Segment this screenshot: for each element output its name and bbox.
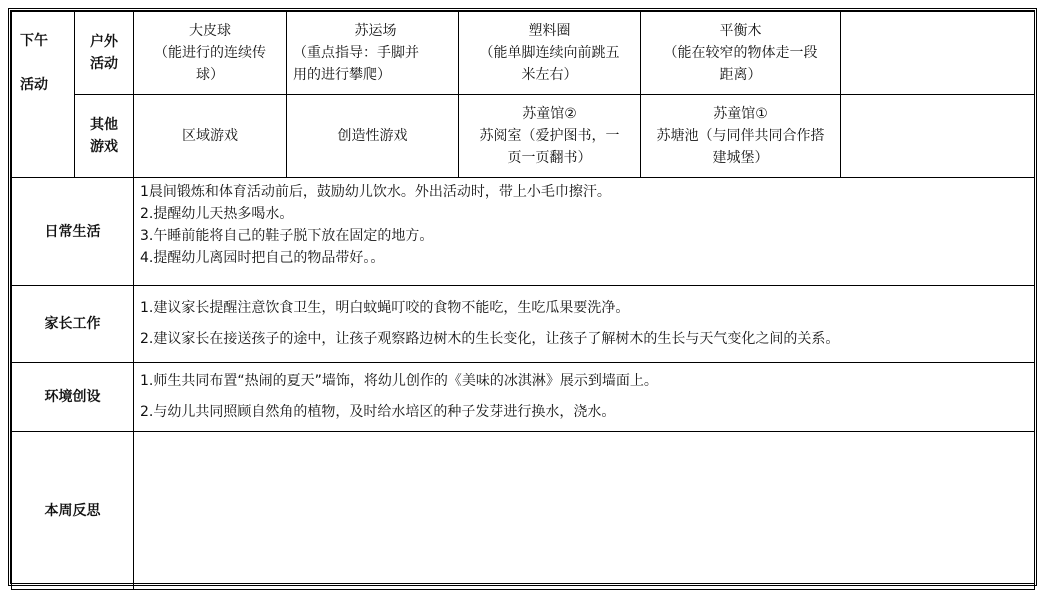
outdoor-activity-row <box>12 12 1035 95</box>
reflection-row <box>12 432 1035 590</box>
outdoor-item-ball: 大皮球 （能进行的连续传 球） <box>134 12 287 95</box>
other-item-reading-room: 苏童馆② 苏阅室（爱护图书，一 页一页翻书） <box>459 95 641 178</box>
other-item-area-games: 区域游戏 <box>134 95 287 178</box>
other-games-row <box>12 95 1035 178</box>
environment-content <box>134 363 1035 432</box>
outdoor-item-climbing: 苏运场 （重点指导：手脚并 用的进行攀爬） <box>287 12 459 95</box>
reflection-content[interactable] <box>134 432 1035 590</box>
weekly-plan-table <box>11 11 1035 590</box>
environment-label: 环境创设 <box>12 363 134 432</box>
afternoon-label: 下午 活动 <box>12 12 75 178</box>
daily-life-line: 3.午睡前能将自己的鞋子脱下放在固定的地方。 <box>140 228 434 244</box>
daily-life-content <box>134 178 1035 286</box>
outdoor-item-balance-beam: 平衡木 （能在较窄的物体走一段 距离） <box>641 12 841 95</box>
environment-line: 2.与幼儿共同照顾自然角的植物，及时给水培区的种子发芽进行换水，浇水。 <box>140 404 616 420</box>
reflection-label: 本周反思 <box>12 432 134 590</box>
parent-work-line: 2.建议家长在接送孩子的途中，让孩子观察路边树木的生长变化，让孩子了解树木的生长与天气变化之间的关系。 <box>140 331 840 347</box>
daily-life-label: 日常生活 <box>12 178 134 286</box>
weekly-plan-frame <box>8 8 1037 586</box>
parent-work-row <box>12 286 1035 363</box>
outdoor-item-empty <box>841 12 1035 95</box>
parent-work-label: 家长工作 <box>12 286 134 363</box>
daily-life-line: 1晨间锻炼和体育活动前后，鼓励幼儿饮水。外出活动时，带上小毛巾擦汗。 <box>140 184 611 200</box>
other-item-pond: 苏童馆① 苏塘池（与同伴共同合作搭 建城堡） <box>641 95 841 178</box>
daily-life-line: 4.提醒幼儿离园时把自己的物品带好。。 <box>140 250 385 266</box>
parent-work-content <box>134 286 1035 363</box>
parent-work-line: 1.建议家长提醒注意饮食卫生，明白蚊蝇叮咬的食物不能吃，生吃瓜果要洗净。 <box>140 300 630 316</box>
outdoor-label: 户外 活动 <box>75 12 134 95</box>
environment-row <box>12 363 1035 432</box>
environment-line: 1.师生共同布置“热闹的夏天”墙饰，将幼儿创作的《美味的冰淇淋》展示到墙面上。 <box>140 373 658 389</box>
other-games-label: 其他 游戏 <box>75 95 134 178</box>
other-item-empty <box>841 95 1035 178</box>
daily-life-line: 2.提醒幼儿天热多喝水。 <box>140 206 294 222</box>
outdoor-item-hoop: 塑料圈 （能单脚连续向前跳五 米左右） <box>459 12 641 95</box>
daily-life-row <box>12 178 1035 286</box>
other-item-creative-games: 创造性游戏 <box>287 95 459 178</box>
